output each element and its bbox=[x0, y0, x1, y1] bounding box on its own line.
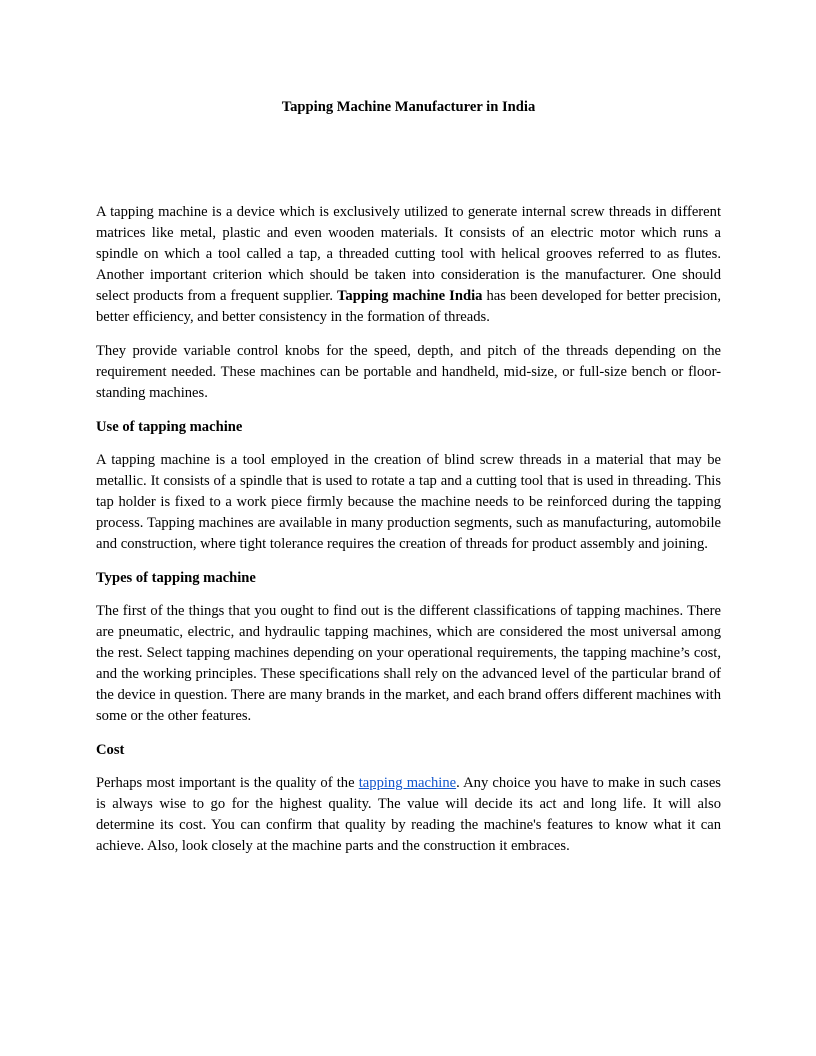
cost-heading: Cost bbox=[96, 742, 125, 758]
intro-text-end: has been developed for better precision, better efficiency, and better consistency in the formation of threads. bbox=[96, 288, 721, 325]
intro-text-start: A tapping machine is a device which is exclusively utilized to generate internal screw threads in different matrices like metal, plastic and even wooden materials. It consists of an electric motor which runs a spindle on which a tool called a tap, a threaded cutting tool with helical grooves referred to as flutes. Another important criterion which should be taken into consideration is the manufacturer. One should select products from a frequent supplier. bbox=[96, 204, 721, 304]
use-heading: Use of tapping machine bbox=[96, 419, 243, 435]
types-paragraph: The first of the things that you ought to find out is the different classifications of tapping machines. There are pneumatic, electric, and hydraulic tapping machines, which are considered the most universal among the rest. Select tapping machines depending on your operational requirements, the tapping machine’s cost, and the working principles. These specifications shall rely on the advanced level of the particular brand of the device in question. There are many brands in the market, and each brand offers different machines with some or the other features. bbox=[96, 603, 721, 724]
cost-text-end: . Any choice you have to make in such cases is always wise to go for the highest quality. The value will decide its act and long life. It will also determine its cost. You can confirm that quality by reading the machine's features to know what it can achieve. Also, look closely at the machine parts and the construction it embraces. bbox=[96, 775, 721, 854]
types-heading: Types of tapping machine bbox=[96, 570, 256, 586]
intro-bold-keyword: Tapping machine India bbox=[337, 288, 483, 304]
intro-paragraph bbox=[96, 202, 721, 328]
cost-paragraph bbox=[96, 773, 721, 857]
document-title: Tapping Machine Manufacturer in India bbox=[281, 99, 536, 115]
document-body bbox=[96, 202, 721, 870]
use-paragraph: A tapping machine is a tool employed in the creation of blind screw threads in a material that may be metallic. It consists of a spindle that is used to rotate a tap and a cutting tool that is used in threading. This tap holder is fixed to a work piece firmly because the machine needs to be reinforced during the tapping process. Tapping machines are available in many production segments, such as manufacturing, automobile and construction, where tight tolerance requires the creation of threads for product assembly and joining. bbox=[96, 452, 721, 552]
tapping-machine-link[interactable]: tapping machine bbox=[358, 775, 457, 791]
cost-text-start: Perhaps most important is the quality of the bbox=[96, 775, 359, 791]
variable-controls-paragraph: They provide variable control knobs for the speed, depth, and pitch of the threads depending on the requirement needed. These machines can be portable and handheld, mid-size, or full-size bench or floor-standing machines. bbox=[96, 343, 721, 401]
